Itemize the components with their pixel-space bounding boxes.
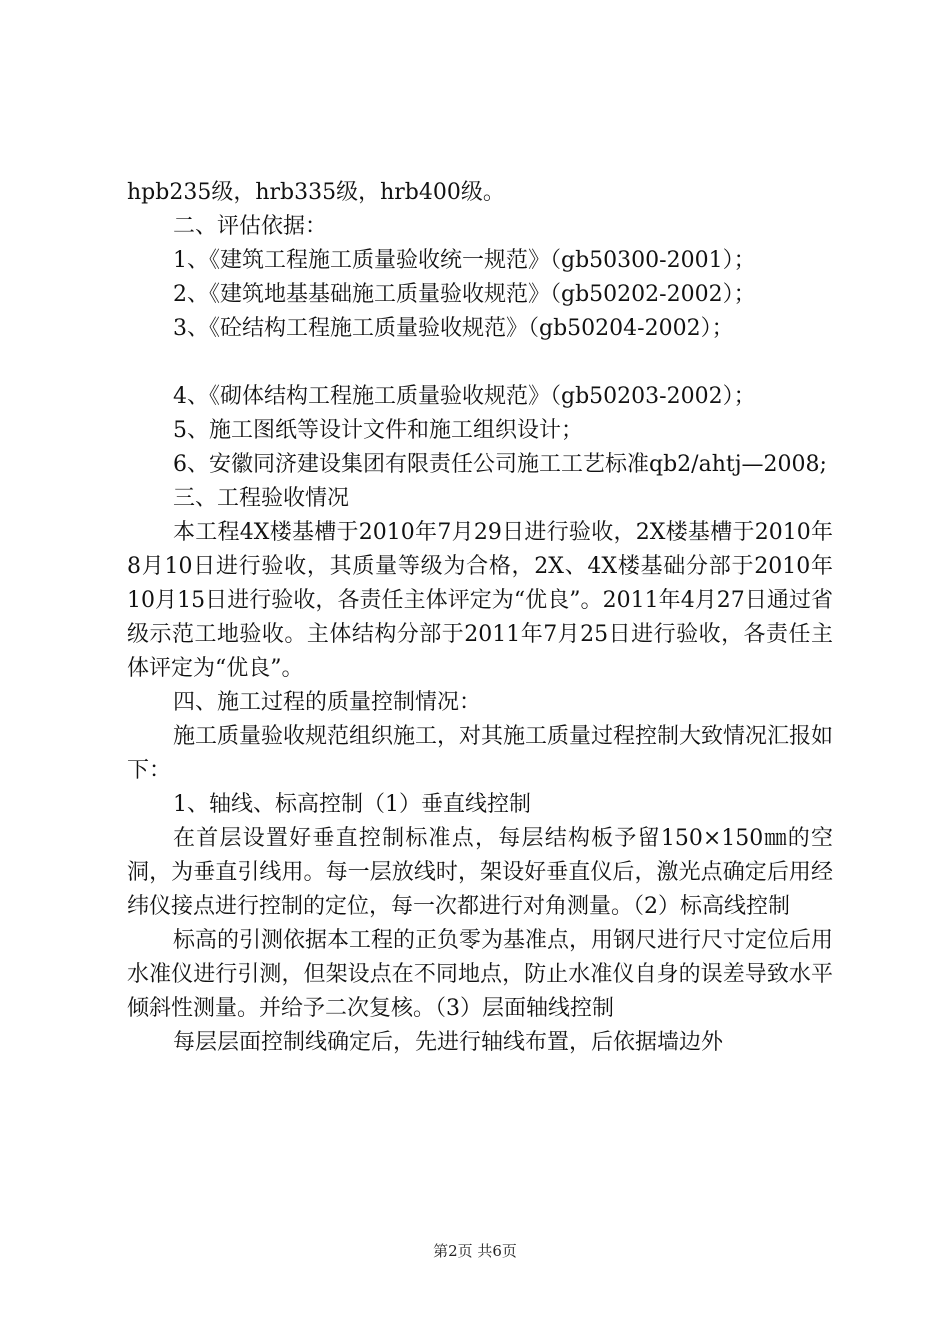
- paragraph-quality-intro: 施工质量验收规范组织施工，对其施工质量过程控制大致情况汇报如下：: [127, 724, 834, 783]
- subheading-axis-elevation: 1、轴线、标高控制（1）垂直线控制: [173, 792, 531, 817]
- heading-evaluation-basis: 二、评估依据：: [173, 214, 328, 239]
- basis-item-3: 3、《砼结构工程施工质量验收规范》（gb50204-2002）；: [173, 316, 734, 341]
- document-body: [127, 176, 833, 1060]
- paragraph-steel-grades: hpb235级，hrb335级，hrb400级。: [127, 180, 505, 205]
- paragraph-vertical-control: 在首层设置好垂直控制标准点，每层结构板予留150×150㎜的空洞，为垂直引线用。每一层放线时，架设好垂直仪后，激光点确定后用经纬仪接点进行控制的定位，每一次都进行对角测量。（2）标高线控制: [127, 826, 833, 919]
- basis-item-6: 6、安徽同济建设集团有限责任公司施工工艺标准qb2/ahtj—2008;: [173, 452, 827, 477]
- basis-item-1: 1、《建筑工程施工质量验收统一规范》（gb50300-2001）；: [173, 248, 756, 273]
- heading-acceptance-status: 三、工程验收情况: [173, 486, 350, 511]
- basis-item-5: 5、施工图纸等设计文件和施工组织设计；: [173, 418, 583, 443]
- paragraph-elevation-control: 标高的引测依据本工程的正负零为基准点，用钢尺进行尺寸定位后用水准仪进行引测，但架设点在不同地点，防止水准仪自身的误差导致水平倾斜性测量。并给予二次复核。（3）层面轴线控制: [127, 928, 834, 1021]
- basis-item-4: 4、《砌体结构工程施工质量验收规范》（gb50203-2002）；: [173, 384, 756, 409]
- heading-quality-control: 四、施工过程的质量控制情况：: [173, 690, 482, 715]
- basis-item-2: 2、《建筑地基基础施工质量验收规范》（gb50202-2002）；: [173, 282, 756, 307]
- page-footer: 第2页 共6页: [433, 1242, 517, 1260]
- paragraph-floor-axis-control: 每层层面控制线确定后，先进行轴线布置，后依据墙边外: [173, 1030, 724, 1055]
- paragraph-acceptance-details: 本工程4X楼基槽于2010年7月29日进行验收，2X楼基槽于2010年8月10日进行验收，其质量等级为合格，2X、4X楼基础分部于2010年10月15日进行验收，各责任主体评定为“优良”。2011年4月27日通过省级示范工地验收。主体结构分部于2011年7月25日进行验收，各责任主体评定为“优良”。: [127, 520, 833, 681]
